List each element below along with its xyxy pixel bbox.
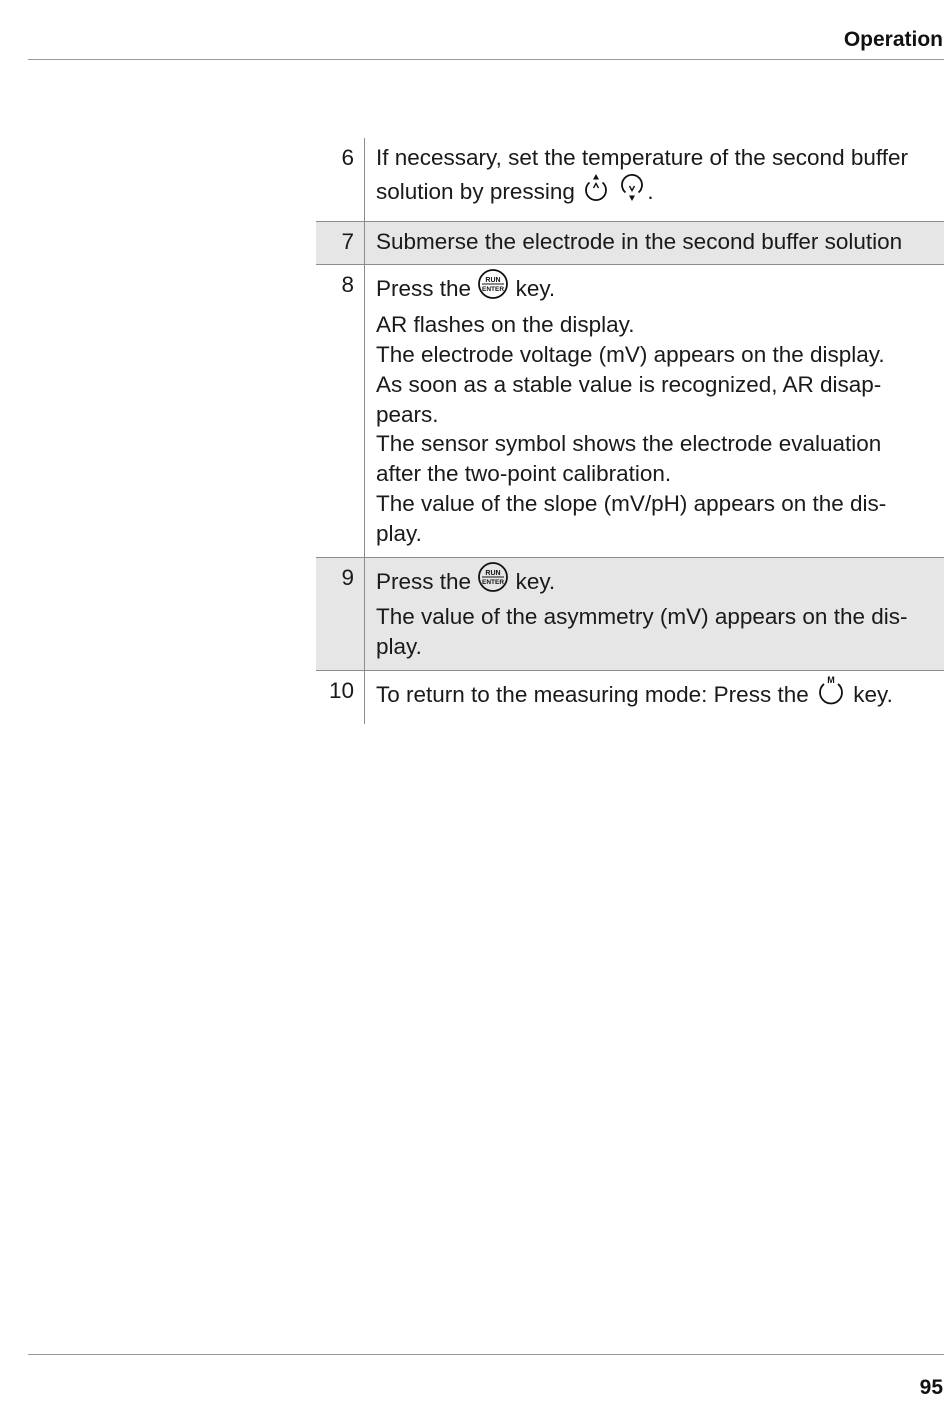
step-line-text: Press the xyxy=(376,276,472,302)
step-text xyxy=(365,138,944,221)
step-line xyxy=(376,563,944,603)
step-text xyxy=(365,558,944,670)
step-number: 7 xyxy=(316,222,365,265)
step-line: play. xyxy=(376,520,422,546)
step-text xyxy=(365,222,944,265)
step-number: 8 xyxy=(316,265,365,556)
step-line: play. xyxy=(376,634,422,660)
m-key-label: M xyxy=(827,674,835,685)
step-line: The electrode voltage (mV) appears on the display. xyxy=(376,341,885,367)
step-number: 9 xyxy=(316,558,365,670)
step-line-text: . xyxy=(647,178,654,204)
step-line: The value of the slope (mV/pH) appears on the dis- xyxy=(376,490,887,516)
step-row-10 xyxy=(316,670,944,724)
run-key-label: RUN xyxy=(485,569,501,577)
page-number: 95 xyxy=(919,1376,943,1399)
step-number: 10 xyxy=(316,671,365,724)
step-line-text: key. xyxy=(515,568,556,594)
m-key-icon xyxy=(815,674,847,714)
step-line: AR flashes on the display. xyxy=(376,312,635,338)
up-arrow-key-icon xyxy=(581,171,611,211)
down-arrow-key-icon xyxy=(617,171,647,211)
step-line: The value of the asymmetry (mV) appears on the dis- xyxy=(376,604,908,630)
step-text xyxy=(365,265,944,556)
step-line-text: key. xyxy=(515,276,556,302)
page-header-title: Operation xyxy=(843,28,943,51)
header-divider xyxy=(28,59,944,60)
step-line: Submerse the electrode in the second buffer solution xyxy=(376,228,903,254)
step-line xyxy=(376,173,944,213)
step-line: As soon as a stable value is recognized, AR disap- xyxy=(376,371,882,397)
step-line: If necessary, set the temperature of the second buffer xyxy=(376,145,908,170)
step-line-text: solution by pressing xyxy=(376,178,575,204)
footer-divider xyxy=(28,1354,944,1355)
step-line-text: key. xyxy=(853,681,893,707)
step-line: after the two-point calibration. xyxy=(376,461,672,487)
step-line-text: Press the xyxy=(376,568,472,594)
step-line: pears. xyxy=(376,401,439,427)
step-line-text: To return to the measuring mode: Press the xyxy=(376,681,809,707)
run-enter-key-icon xyxy=(477,561,509,601)
step-line xyxy=(376,676,944,716)
step-line: The sensor symbol shows the electrode evaluation xyxy=(376,431,882,457)
step-row-8 xyxy=(316,264,944,556)
enter-key-label: ENTER xyxy=(482,286,505,294)
run-key-label: RUN xyxy=(485,277,501,285)
step-row-6 xyxy=(316,138,944,221)
step-number: 6 xyxy=(316,138,365,221)
step-row-7 xyxy=(316,221,944,265)
step-text xyxy=(365,671,944,724)
calibration-steps-table xyxy=(316,138,944,724)
run-enter-key-icon xyxy=(477,268,509,308)
enter-key-label: ENTER xyxy=(482,578,505,586)
step-line xyxy=(376,270,944,310)
step-row-9 xyxy=(316,557,944,670)
